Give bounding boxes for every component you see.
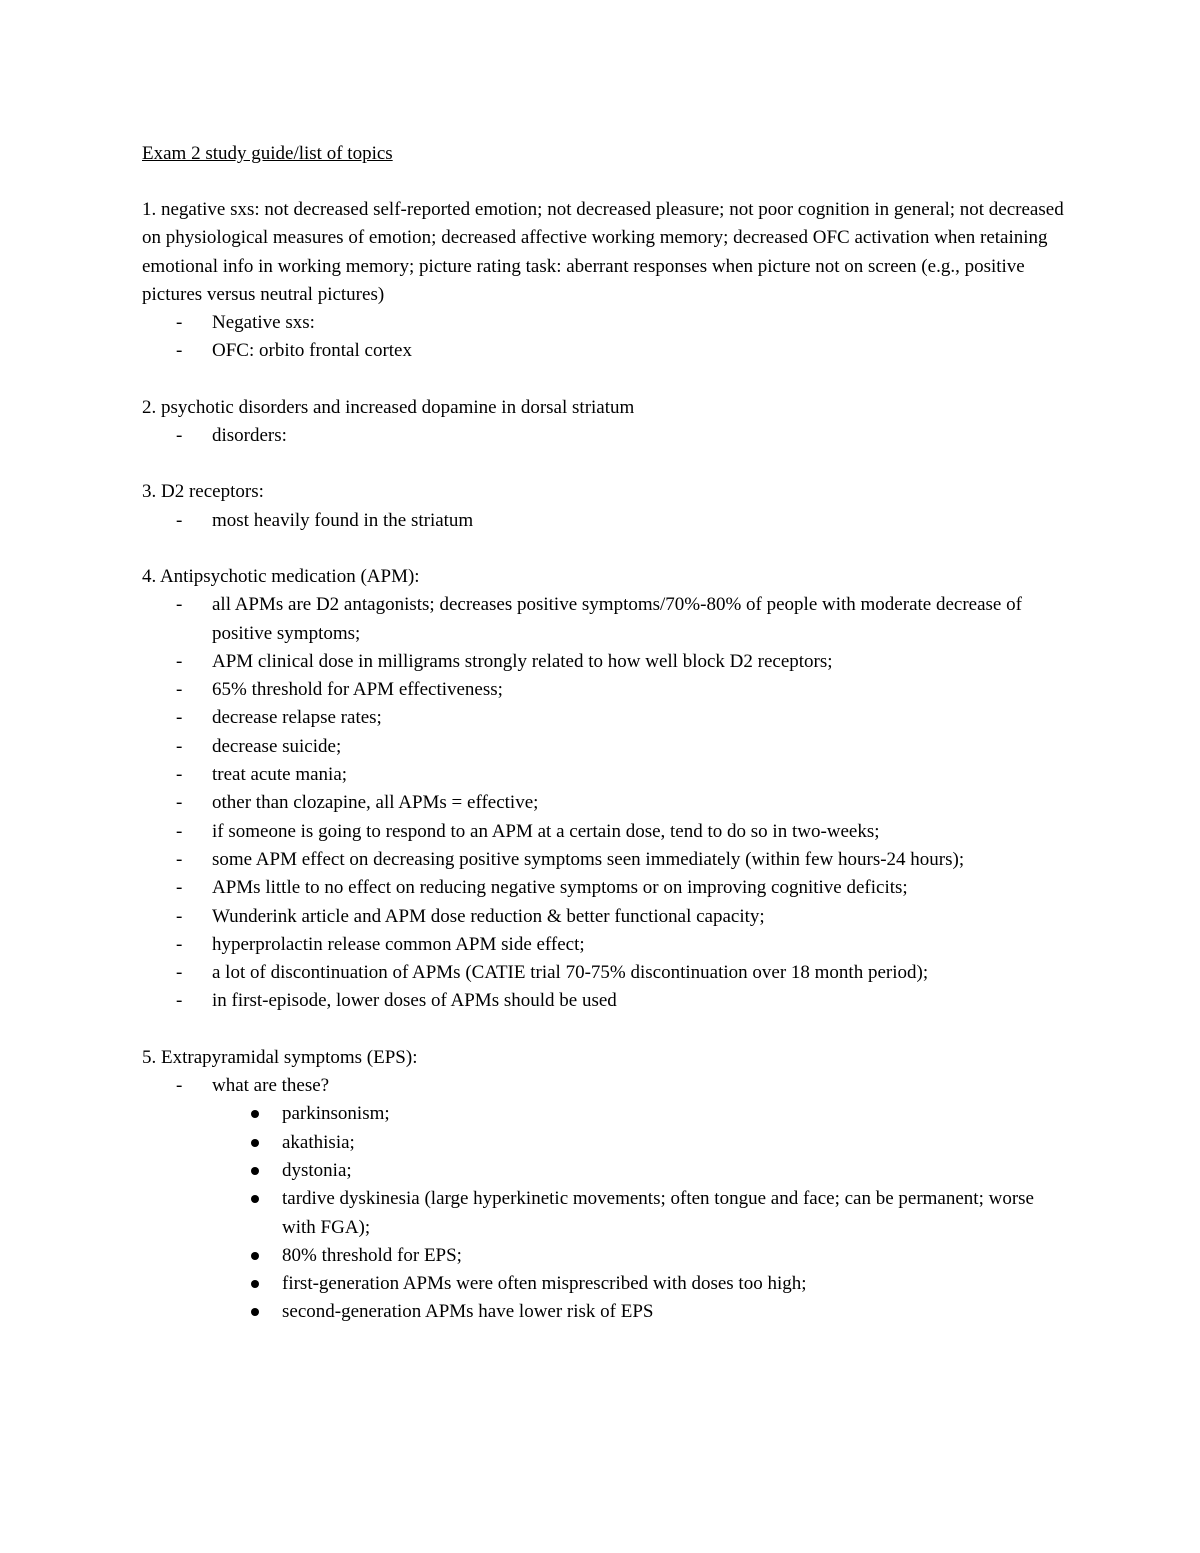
document-body xyxy=(142,140,1072,1355)
topic-heading: 3. D2 receptors: xyxy=(142,481,264,503)
list-item: - if someone is going to respond to an APM at a certain dose, tend to do so in two-weeks; xyxy=(142,818,1072,846)
list-item: - all APMs are D2 antagonists; decreases positive symptoms/70%-80% of people with moderate decrease of positive symptoms; xyxy=(142,591,1072,648)
list-item: - a lot of discontinuation of APMs (CATIE trial 70-75% discontinuation over 18 month period); xyxy=(142,959,1072,987)
bullet-item: 80% threshold for EPS; xyxy=(142,1242,1072,1270)
bullet-item: first-generation APMs were often misprescribed with doses too high; xyxy=(142,1270,1072,1298)
bullet-item: dystonia; xyxy=(142,1157,1072,1185)
topic-section-1 xyxy=(142,196,1072,366)
dash-list xyxy=(142,591,1072,1015)
dash-list xyxy=(142,1072,1072,1100)
topic-heading: 1. negative sxs: not decreased self-reported emotion; not decreased pleasure; not poor cognition in general; not decreased on physiological measures of emotion; decreased affective working memory; decreased OFC activation when retaining emotional info in working memory; picture rating task: aberrant responses when picture not on screen (e.g., positive pictures versus neutral pictures) xyxy=(142,199,1064,305)
document-title: Exam 2 study guide/list of topics xyxy=(142,143,393,164)
topic-heading: 4. Antipsychotic medication (APM): xyxy=(142,565,420,587)
topic-heading: 2. psychotic disorders and increased dopamine in dorsal striatum xyxy=(142,396,635,418)
list-item: - what are these? xyxy=(142,1072,1072,1100)
bullet-item: second-generation APMs have lower risk of EPS xyxy=(142,1298,1072,1326)
list-item: - hyperprolactin release common APM side effect; xyxy=(142,931,1072,959)
topic-section-5 xyxy=(142,1044,1072,1327)
bullet-item: akathisia; xyxy=(142,1129,1072,1157)
list-item: - OFC: orbito frontal cortex xyxy=(142,337,1072,365)
dash-list xyxy=(142,507,1072,535)
list-item: - some APM effect on decreasing positive symptoms seen immediately (within few hours-24 hours); xyxy=(142,846,1072,874)
list-item: - treat acute mania; xyxy=(142,761,1072,789)
topic-section-4 xyxy=(142,563,1072,1016)
list-item: - other than clozapine, all APMs = effective; xyxy=(142,789,1072,817)
list-item: - 65% threshold for APM effectiveness; xyxy=(142,676,1072,704)
bullet-list xyxy=(142,1100,1072,1326)
list-item: - decrease relapse rates; xyxy=(142,704,1072,732)
list-item: - in first-episode, lower doses of APMs should be used xyxy=(142,987,1072,1015)
list-item: - most heavily found in the striatum xyxy=(142,507,1072,535)
list-item: - APMs little to no effect on reducing negative symptoms or on improving cognitive deficits; xyxy=(142,874,1072,902)
list-item: - Negative sxs: xyxy=(142,309,1072,337)
bullet-item: parkinsonism; xyxy=(142,1100,1072,1128)
topic-heading: 5. Extrapyramidal symptoms (EPS): xyxy=(142,1046,418,1068)
topic-section-3 xyxy=(142,478,1072,535)
topic-section-2 xyxy=(142,394,1072,451)
list-item: - APM clinical dose in milligrams strongly related to how well block D2 receptors; xyxy=(142,648,1072,676)
dash-list xyxy=(142,309,1072,366)
bullet-item: tardive dyskinesia (large hyperkinetic movements; often tongue and face; can be permanent; worse with FGA); xyxy=(142,1185,1072,1242)
list-item: - Wunderink article and APM dose reduction & better functional capacity; xyxy=(142,903,1072,931)
list-item: - disorders: xyxy=(142,422,1072,450)
dash-list xyxy=(142,422,1072,450)
list-item: - decrease suicide; xyxy=(142,733,1072,761)
